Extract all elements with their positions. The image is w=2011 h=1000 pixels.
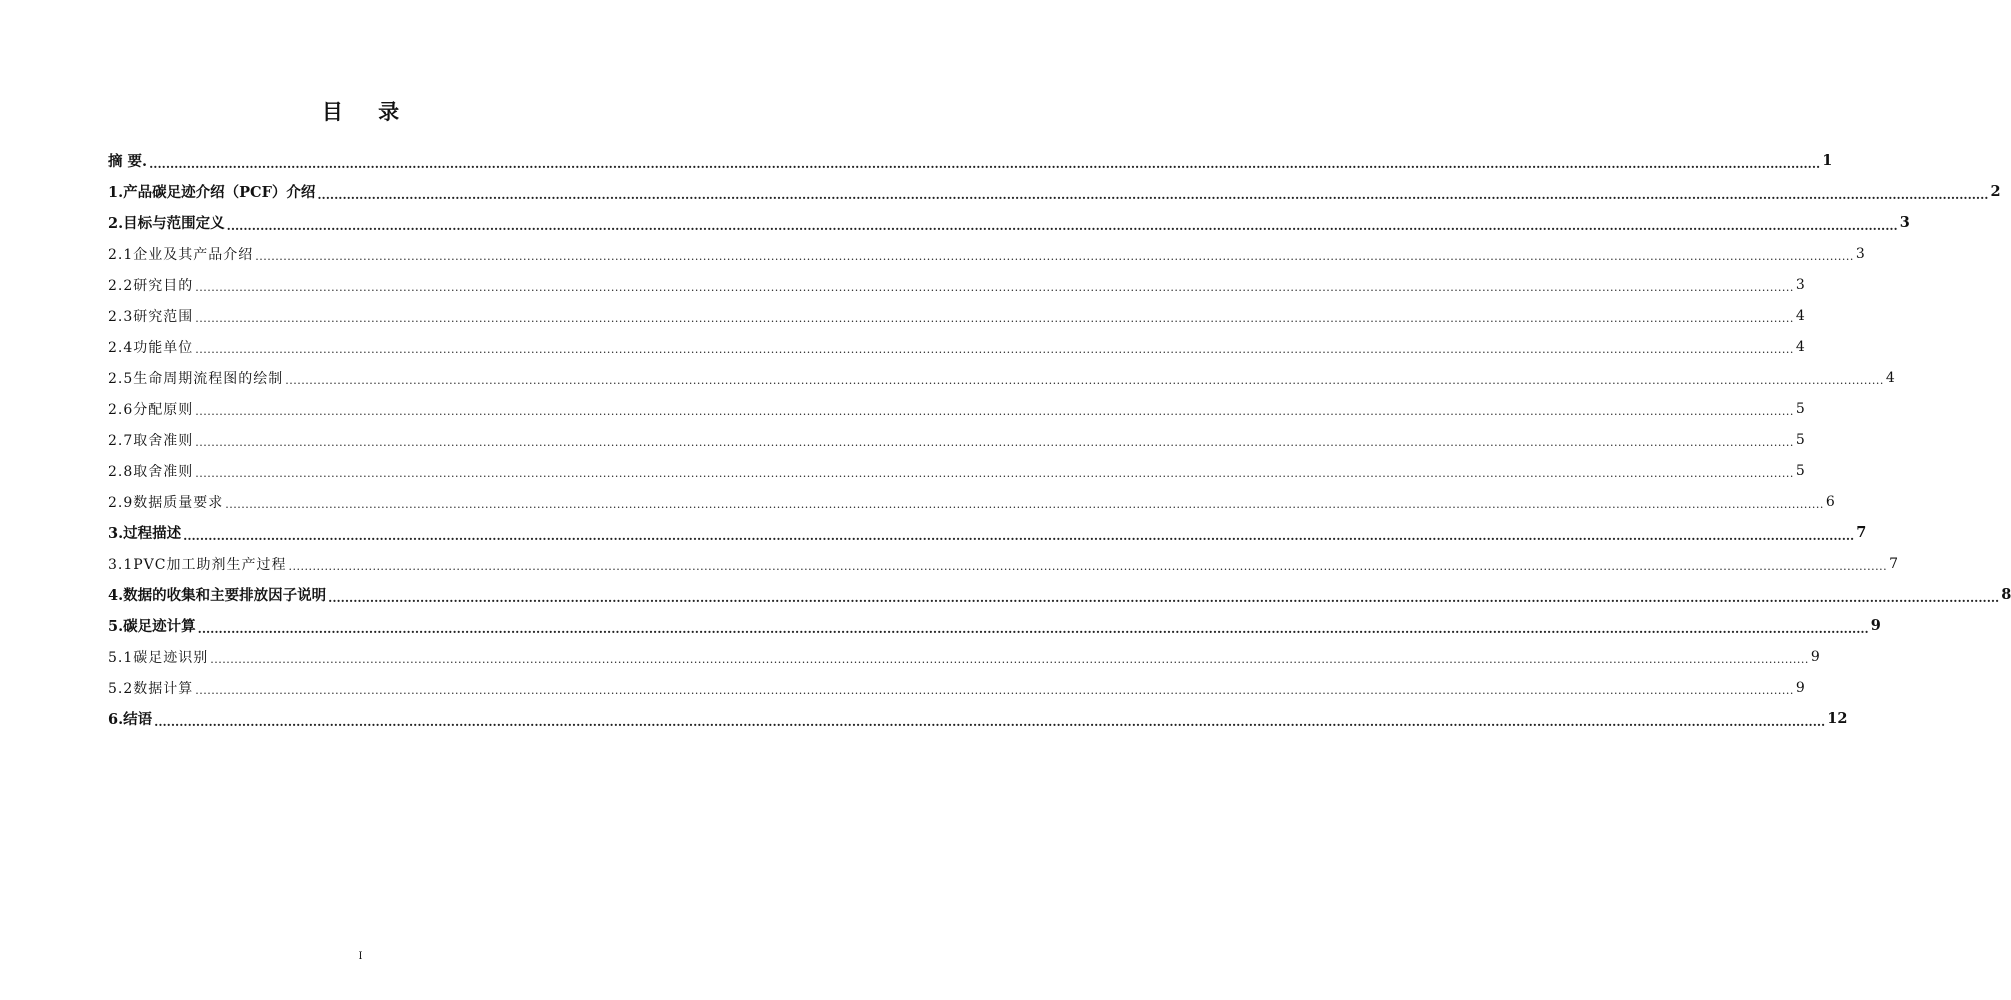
toc-entry-page: 3 (1795, 276, 1805, 293)
toc-leader-dots: ................................................................................................................................................................................................................................................................................................................................................................................................................ (154, 714, 1826, 729)
toc-entry-page: 3 (1855, 245, 1865, 262)
toc-entry-section-2-5[interactable] (108, 362, 1895, 393)
toc-list (108, 145, 2011, 734)
toc-entry-section-2-9[interactable] (108, 486, 1835, 517)
toc-entry-page: 7 (1856, 524, 1867, 541)
toc-entry-page: 3 (1899, 214, 1910, 231)
toc-entry-section-2-2[interactable] (108, 269, 1805, 300)
toc-leader-dots: ................................................................................................................................................................................................................................................................................................................................................................................................................ (317, 187, 1989, 202)
toc-entry-section-1[interactable] (108, 176, 2001, 207)
page-number: I (358, 951, 363, 962)
toc-entry-page: 9 (1795, 679, 1805, 696)
toc-leader-dots: ................................................................................................................................................................................................................................................................................................................................................................................................................ (149, 156, 1821, 171)
toc-entry-section-4[interactable] (108, 579, 2011, 610)
toc-entry-label: 2.5生命周期流程图的绘制 (108, 370, 284, 387)
toc-entry-label: 2.6分配原则 (108, 401, 194, 418)
toc-entry-label: 1.产品碳足迹介绍（PCF）介绍 (108, 184, 316, 201)
toc-entry-label: 2.4功能单位 (108, 339, 194, 356)
toc-entry-label: 4.数据的收集和主要排放因子说明 (108, 587, 327, 604)
toc-entry-label: 2.2研究目的 (108, 277, 194, 294)
toc-leader-dots: ................................................................................................................................................................................................................................................................................................................................................................................................................ (195, 436, 1794, 449)
toc-entry-section-2-1[interactable] (108, 238, 1865, 269)
toc-entry-label: 6.结语 (108, 711, 153, 728)
toc-entry-page: 4 (1885, 369, 1895, 386)
toc-entry-section-5-1[interactable] (108, 641, 1820, 672)
toc-leader-dots: ................................................................................................................................................................................................................................................................................................................................................................................................................ (195, 405, 1794, 418)
toc-entry-page: 1 (1822, 152, 1833, 169)
toc-entry-section-2-7[interactable] (108, 424, 1805, 455)
toc-title: 目 录 (321, 99, 414, 124)
toc-entry-page: 12 (1827, 710, 1848, 727)
toc-entry-label: 2.8取舍准则 (108, 463, 194, 480)
toc-entry-label: 摘 要. (108, 153, 148, 170)
toc-leader-dots: ................................................................................................................................................................................................................................................................................................................................................................................................................ (195, 312, 1794, 325)
toc-entry-section-6[interactable] (108, 703, 1848, 734)
toc-entry-section-3[interactable] (108, 517, 1867, 548)
toc-leader-dots: ................................................................................................................................................................................................................................................................................................................................................................................................................ (255, 250, 1854, 263)
toc-leader-dots: ................................................................................................................................................................................................................................................................................................................................................................................................................ (195, 467, 1794, 480)
toc-entry-page: 4 (1795, 338, 1805, 355)
toc-entry-label: 2.1企业及其产品介绍 (108, 246, 254, 263)
toc-entry-section-5[interactable] (108, 610, 1881, 641)
toc-leader-dots: ................................................................................................................................................................................................................................................................................................................................................................................................................ (183, 528, 1855, 543)
toc-entry-page: 6 (1825, 493, 1835, 510)
toc-entry-page: 2 (1990, 183, 2001, 200)
toc-entry-label: 3.过程描述 (108, 525, 182, 542)
toc-leader-dots: ................................................................................................................................................................................................................................................................................................................................................................................................................ (225, 498, 1824, 511)
toc-leader-dots: ................................................................................................................................................................................................................................................................................................................................................................................................................ (195, 343, 1794, 356)
toc-leader-dots: ................................................................................................................................................................................................................................................................................................................................................................................................................ (328, 590, 2000, 605)
toc-leader-dots: ................................................................................................................................................................................................................................................................................................................................................................................................................ (288, 560, 1888, 573)
toc-entry-label: 2.9数据质量要求 (108, 494, 224, 511)
toc-entry-page: 9 (1870, 617, 1881, 634)
toc-entry-abstract[interactable] (108, 145, 1833, 176)
toc-leader-dots: ................................................................................................................................................................................................................................................................................................................................................................................................................ (197, 621, 1869, 636)
toc-entry-page: 7 (1889, 555, 1899, 572)
toc-entry-page: 5 (1795, 400, 1805, 417)
toc-entry-section-2-8[interactable] (108, 455, 1805, 486)
toc-entry-section-2-3[interactable] (108, 300, 1805, 331)
toc-entry-label: 5.碳足迹计算 (108, 618, 196, 635)
toc-leader-dots: ................................................................................................................................................................................................................................................................................................................................................................................................................ (195, 281, 1794, 294)
toc-entry-section-3-1[interactable] (108, 548, 1899, 579)
toc-entry-label: 2.目标与范围定义 (108, 215, 225, 232)
toc-entry-label: 5.1碳足迹识别 (108, 649, 209, 666)
toc-entry-section-5-2[interactable] (108, 672, 1805, 703)
toc-leader-dots: ................................................................................................................................................................................................................................................................................................................................................................................................................ (195, 684, 1794, 697)
toc-entry-label: 2.3研究范围 (108, 308, 194, 325)
toc-entry-section-2[interactable] (108, 207, 1910, 238)
toc-leader-dots: ................................................................................................................................................................................................................................................................................................................................................................................................................ (210, 653, 1809, 666)
toc-entry-label: 5.2数据计算 (108, 680, 194, 697)
toc-entry-page: 5 (1795, 431, 1805, 448)
toc-entry-section-2-6[interactable] (108, 393, 1805, 424)
toc-entry-page: 9 (1810, 648, 1820, 665)
toc-entry-label: 2.7取舍准则 (108, 432, 194, 449)
toc-entry-label: 3.1PVC加工助剂生产过程 (108, 556, 287, 573)
toc-entry-page: 4 (1795, 307, 1805, 324)
toc-leader-dots: ................................................................................................................................................................................................................................................................................................................................................................................................................ (226, 218, 1898, 233)
toc-entry-page: 5 (1795, 462, 1805, 479)
toc-leader-dots: ................................................................................................................................................................................................................................................................................................................................................................................................................ (285, 374, 1884, 387)
toc-entry-page: 8 (2001, 586, 2011, 603)
toc-entry-section-2-4[interactable] (108, 331, 1805, 362)
